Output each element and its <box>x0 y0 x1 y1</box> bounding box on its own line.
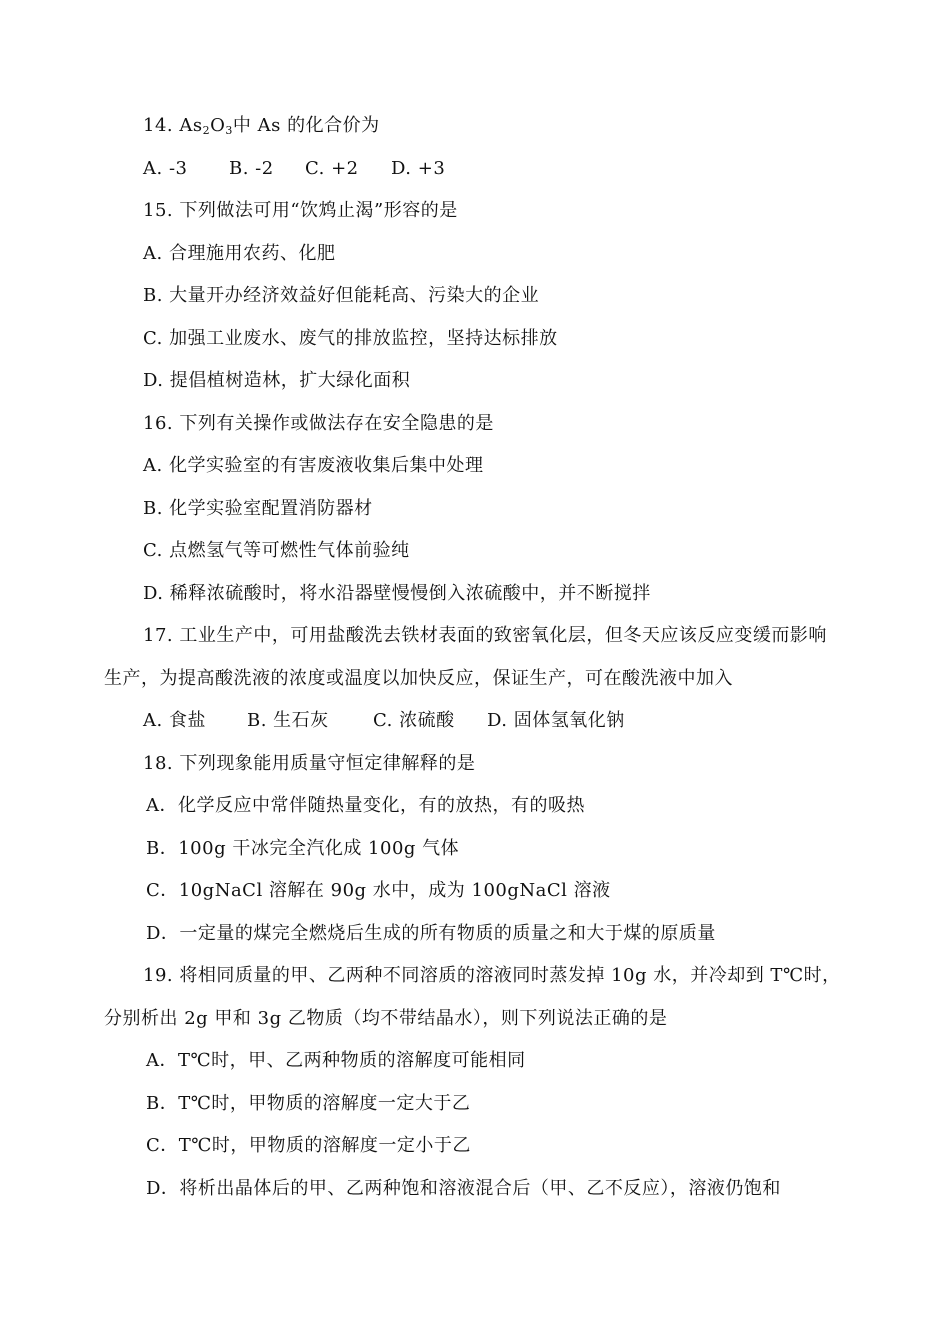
q16-option-c: C. 点燃氢气等可燃性气体前验纯 <box>143 540 410 561</box>
q19-option-b: B．T℃时，甲物质的溶解度一定大于乙 <box>146 1093 471 1114</box>
q19-option-d: D．将析出晶体后的甲、乙两种饱和溶液混合后（甲、乙不反应），溶液仍饱和 <box>146 1178 781 1199</box>
q14-option-d: D. +3 <box>391 158 446 179</box>
q14-option-c: C. +2 <box>305 158 359 179</box>
q15-option-a: A. 合理施用农药、化肥 <box>143 243 336 264</box>
q17-stem-line1: 17. 工业生产中，可用盐酸洗去铁材表面的致密氧化层，但冬天应该反应变缓而影响 <box>143 625 827 646</box>
q17-option-b: B. 生石灰 <box>247 710 329 731</box>
q19-option-c: C．T℃时，甲物质的溶解度一定小于乙 <box>146 1135 471 1156</box>
q15-option-c: C. 加强工业废水、废气的排放监控，坚持达标排放 <box>143 328 558 349</box>
q19-stem-line1: 19. 将相同质量的甲、乙两种不同溶质的溶液同时蒸发掉 10g 水，并冷却到 T℃时， <box>143 965 841 986</box>
q14-subscript-3: 3 <box>225 124 233 137</box>
q19-option-a: A．T℃时，甲、乙两种物质的溶解度可能相同 <box>146 1050 526 1071</box>
q16-option-b: B. 化学实验室配置消防器材 <box>143 498 373 519</box>
q14-formula-o: O <box>210 115 226 136</box>
q16-option-a: A. 化学实验室的有害废液收集后集中处理 <box>143 455 484 476</box>
q14-number: 14. <box>143 115 174 136</box>
q17-option-a: A. 食盐 <box>143 710 206 731</box>
q18-option-a: A．化学反应中常伴随热量变化，有的放热，有的吸热 <box>146 795 585 816</box>
q19-stem-line2: 分别析出 2g 甲和 3g 乙物质（均不带结晶水），则下列说法正确的是 <box>104 1008 668 1029</box>
q14-formula-as: As <box>179 115 203 136</box>
q14-option-a: A. -3 <box>143 158 188 179</box>
q17-options <box>143 709 950 733</box>
q17-option-c: C. 浓硫酸 <box>373 710 455 731</box>
q14-stem-text: 中 As 的化合价为 <box>232 115 380 136</box>
q18-stem: 18. 下列现象能用质量守恒定律解释的是 <box>143 753 476 774</box>
q18-option-d: D．一定量的煤完全燃烧后生成的所有物质的质量之和大于煤的原质量 <box>146 923 716 944</box>
q16-stem: 16. 下列有关操作或做法存在安全隐患的是 <box>143 413 494 434</box>
q15-stem: 15. 下列做法可用“饮鸩止渴”形容的是 <box>143 200 458 221</box>
q18-option-c: C．10gNaCl 溶解在 90g 水中，成为 100gNaCl 溶液 <box>146 880 611 901</box>
q16-option-d: D. 稀释浓硫酸时，将水沿器壁慢慢倒入浓硫酸中，并不断搅拌 <box>143 583 651 604</box>
q17-option-d: D. 固体氢氧化钠 <box>487 710 625 731</box>
q14-stem <box>143 114 950 138</box>
q14-options <box>143 157 950 181</box>
q15-option-d: D. 提倡植树造林，扩大绿化面积 <box>143 370 411 391</box>
q15-option-b: B. 大量开办经济效益好但能耗高、污染大的企业 <box>143 285 540 306</box>
q14-option-b: B. -2 <box>229 158 274 179</box>
q14-subscript-2: 2 <box>202 124 211 137</box>
q17-stem-line2: 生产，为提高酸洗液的浓度或温度以加快反应，保证生产，可在酸洗液中加入 <box>104 668 733 689</box>
q18-option-b: B．100g 干冰完全汽化成 100g 气体 <box>146 838 460 859</box>
